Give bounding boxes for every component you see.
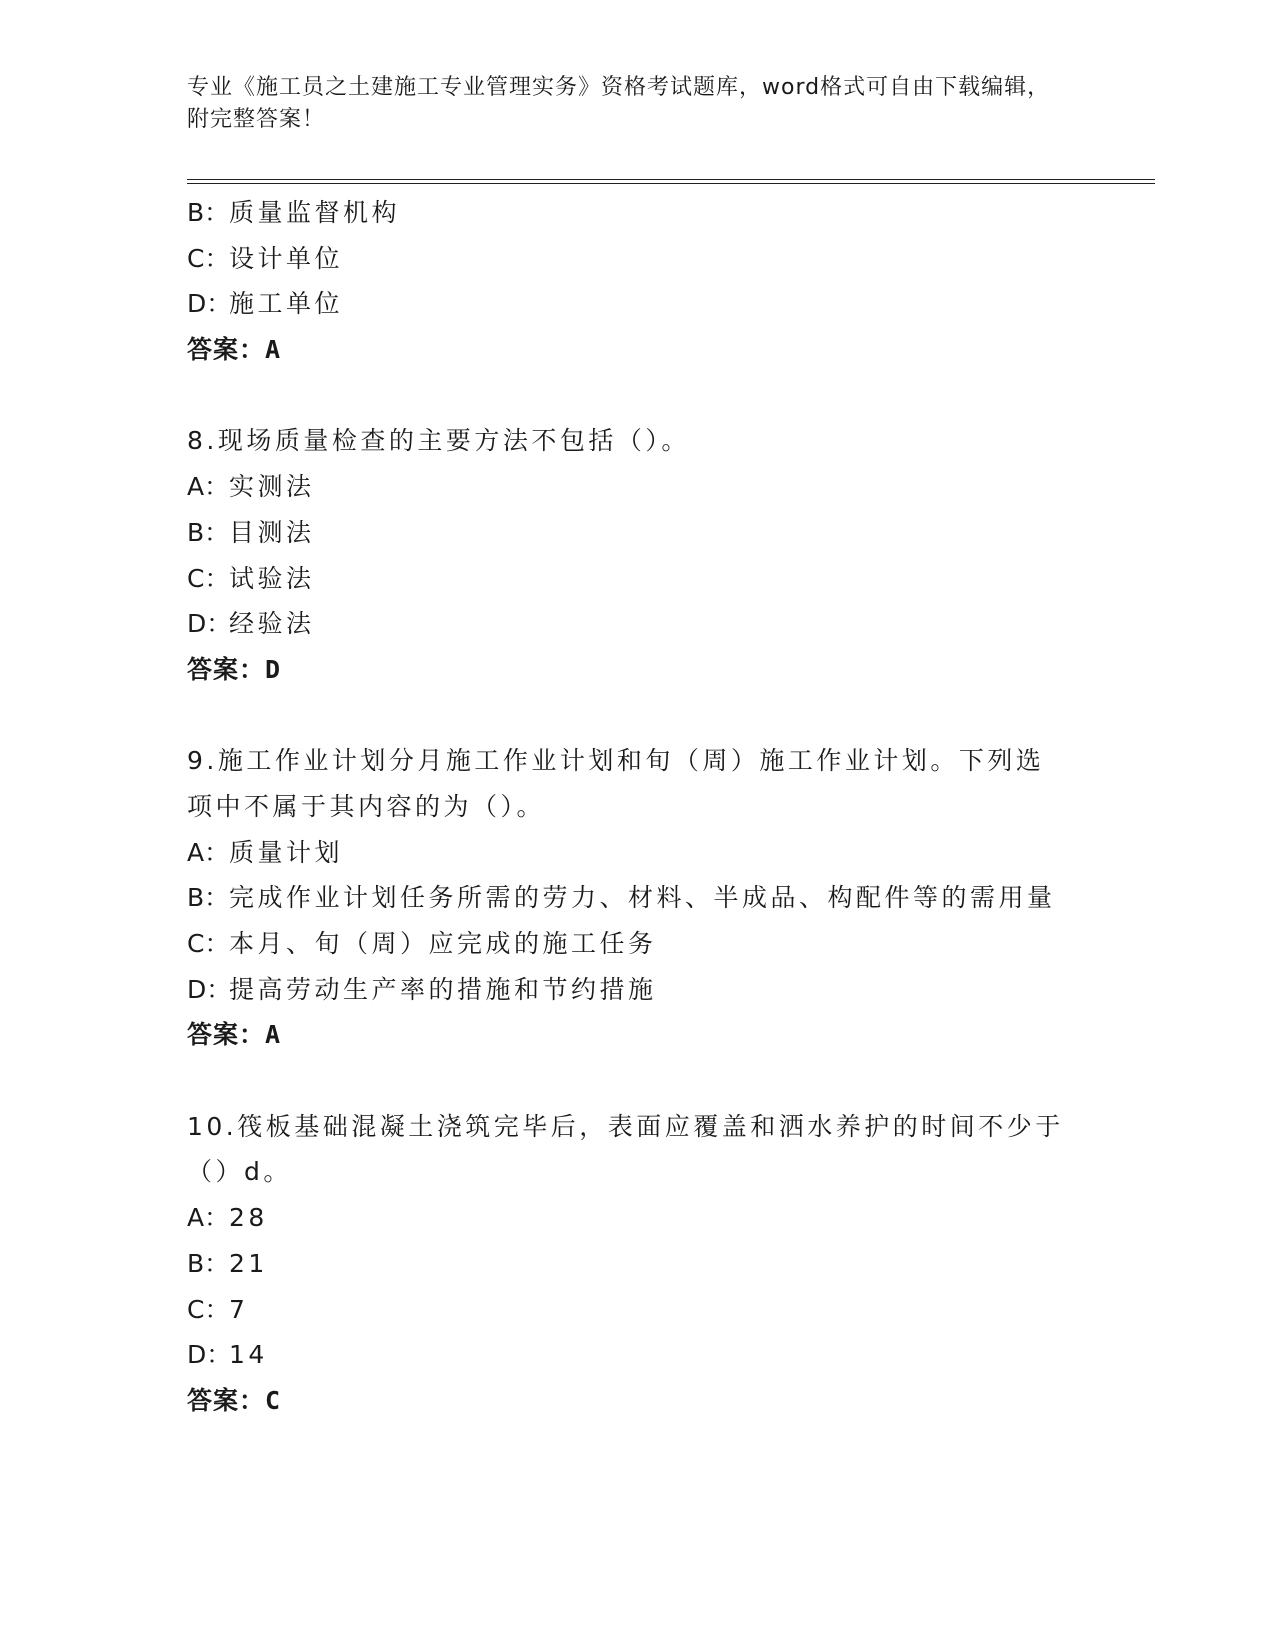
document-header: 专业《施工员之土建施工专业管理实务》资格考试题库，word格式可自由下载编辑，附完整答案！	[187, 75, 1051, 132]
option-letter: A：	[187, 472, 230, 502]
option-letter: D：	[187, 1340, 232, 1370]
question-text-continued: （）d。	[187, 1157, 292, 1187]
option-letter: C：	[187, 243, 230, 273]
question-10	[187, 1104, 1087, 1424]
question-text: 8.现场质量检查的主要方法不包括（）。	[187, 426, 690, 456]
option-c	[187, 556, 1087, 602]
question-7	[187, 190, 1087, 373]
option-letter: B：	[187, 517, 230, 547]
option-c	[187, 921, 1087, 967]
option-text: 质量监督机构	[229, 198, 401, 227]
question-list	[187, 190, 1087, 1424]
option-text: 完成作业计划任务所需的劳力、材料、半成品、构配件等的需用量	[229, 883, 1056, 913]
option-text: 提高劳动生产率的措施和节约措施	[229, 974, 657, 1004]
option-text: 质量计划	[229, 837, 344, 867]
option-text: 经验法	[229, 609, 315, 639]
option-text: 施工单位	[229, 289, 344, 319]
option-text: 28	[229, 1203, 268, 1233]
option-letter: D：	[187, 609, 232, 639]
option-text: 试验法	[229, 563, 315, 593]
spacer	[187, 373, 1087, 419]
option-letter: B：	[187, 198, 230, 227]
option-d	[187, 281, 1087, 327]
question-text: 10.筏板基础混凝土浇筑完毕后，表面应覆盖和洒水养护的时间不少于	[187, 1111, 1064, 1141]
spacer	[187, 1058, 1087, 1104]
option-letter: D：	[187, 974, 232, 1004]
option-letter: A：	[187, 1203, 230, 1233]
option-d	[187, 601, 1087, 647]
option-text: 设计单位	[229, 243, 344, 273]
option-letter: B：	[187, 1248, 230, 1278]
option-c	[187, 1287, 1087, 1333]
answer: 答案：D	[187, 654, 282, 684]
option-a	[187, 1195, 1087, 1241]
option-a	[187, 464, 1087, 510]
option-letter: A：	[187, 837, 230, 867]
option-text: 本月、旬（周）应完成的施工任务	[229, 929, 657, 958]
answer: 答案：A	[187, 335, 282, 365]
option-c	[187, 236, 1087, 282]
option-b	[187, 190, 1087, 236]
option-letter: C：	[187, 1294, 230, 1324]
header-divider-second	[187, 183, 1155, 184]
question-text-continued: 项中不属于其内容的为（）。	[187, 791, 546, 821]
option-text: 目测法	[229, 517, 315, 547]
answer: 答案：C	[187, 1385, 282, 1415]
question-8	[187, 418, 1087, 692]
answer: 答案：A	[187, 1020, 282, 1050]
option-text: 实测法	[229, 472, 315, 502]
option-b	[187, 1241, 1087, 1287]
option-letter: C：	[187, 563, 230, 593]
option-text: 14	[229, 1340, 268, 1370]
option-text: 21	[229, 1248, 268, 1278]
spacer	[187, 693, 1087, 739]
option-letter: B：	[187, 883, 230, 913]
option-letter: D：	[187, 289, 232, 319]
option-d	[187, 1332, 1087, 1378]
question-text: 9.施工作业计划分月施工作业计划和旬（周）施工作业计划。下列选	[187, 746, 1045, 776]
option-d	[187, 967, 1087, 1013]
question-9	[187, 738, 1087, 1058]
header-divider	[187, 179, 1155, 180]
option-letter: C：	[187, 929, 230, 958]
option-b	[187, 510, 1087, 556]
option-text: 7	[229, 1294, 249, 1324]
option-b	[187, 875, 1087, 921]
option-a	[187, 830, 1087, 876]
